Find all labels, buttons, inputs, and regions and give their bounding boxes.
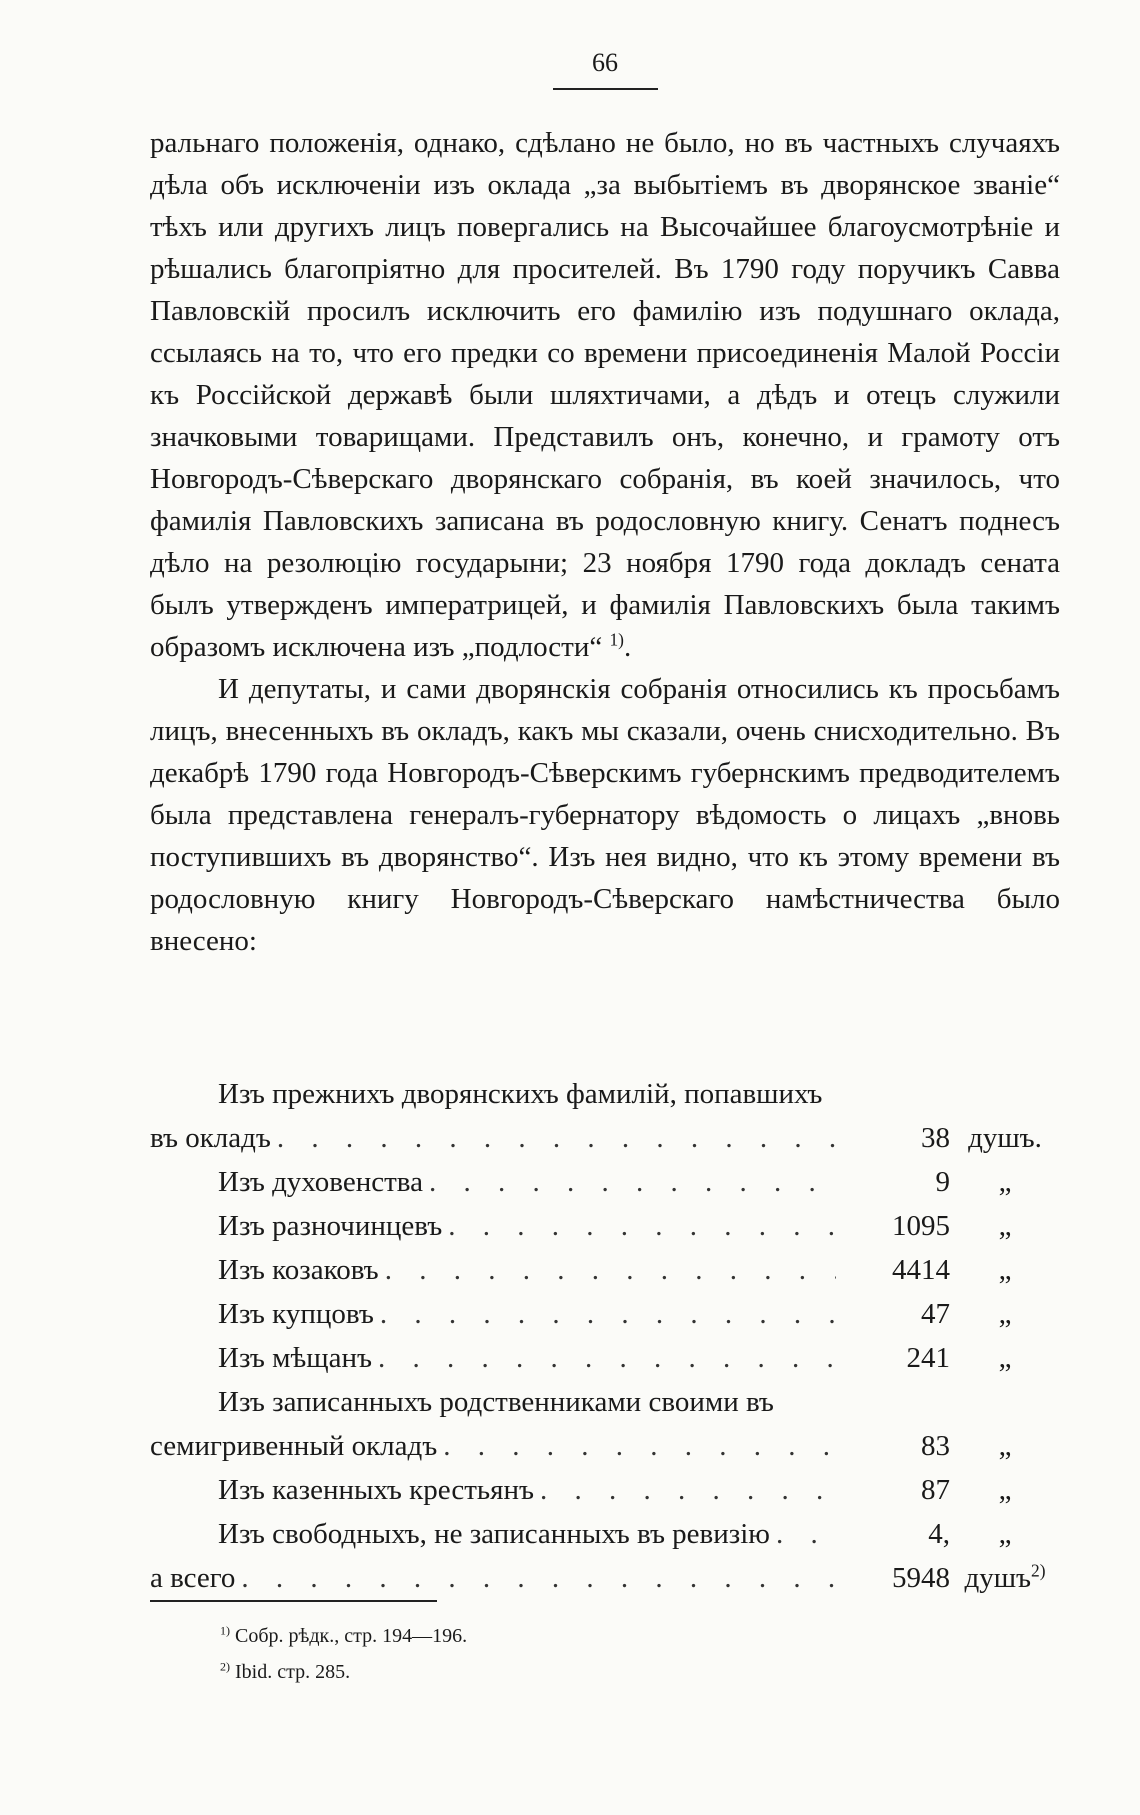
tally-label: Изъ свободныхъ, не записанныхъ въ ревизію bbox=[218, 1518, 770, 1550]
tally-row bbox=[150, 1468, 1060, 1512]
tally-unit: душъ. bbox=[968, 1122, 1042, 1154]
footnote-ref-1: 1) bbox=[609, 629, 624, 650]
footnote-text: Ibid. стр. 285. bbox=[235, 1661, 351, 1683]
tally-heading: Изъ прежнихъ дворянскихъ фамилій, попавшихъ bbox=[218, 1078, 823, 1110]
tally-row bbox=[150, 1424, 1060, 1468]
tally-row bbox=[150, 1512, 1060, 1556]
tally-heading: Изъ записанныхъ родственниками своими въ bbox=[218, 1386, 774, 1418]
footnote-ref-2: 2) bbox=[1031, 1560, 1046, 1581]
leader-dots bbox=[241, 1556, 836, 1600]
tally-row bbox=[150, 1336, 1060, 1380]
paragraph-2: И депутаты, и сами дворянскія собранія относились къ просьбамъ лицъ, внесенныхъ въ окладъ, какъ мы сказали, очень снисходительно. Въ декабрѣ 1790 года Новгородъ-Сѣверскимъ губернскимъ предводителемъ была представлена генералъ-губернатору вѣдомость о лицахъ „вновь поступившихъ въ дворянство“. Изъ нея видно, что къ этому времени въ родословную книгу Новгородъ-Сѣверскаго намѣстничества было внесено: bbox=[150, 673, 1060, 957]
tally-label: Изъ мѣщанъ bbox=[218, 1342, 372, 1374]
tally-row bbox=[150, 1116, 1060, 1160]
footnote-mark: 2) bbox=[220, 1659, 230, 1674]
tally-row bbox=[150, 1160, 1060, 1204]
tally-unit: „ bbox=[998, 1254, 1012, 1286]
tally-label: Изъ казенныхъ крестьянъ bbox=[218, 1474, 534, 1506]
tally-label: семигривенный окладъ bbox=[150, 1430, 438, 1462]
paragraph-1-end: . bbox=[623, 631, 632, 663]
leader-dots bbox=[448, 1204, 836, 1248]
page-number-rule bbox=[553, 88, 658, 90]
tally-total-unit: душъ bbox=[964, 1562, 1032, 1594]
tally-value: 4414 bbox=[892, 1254, 950, 1286]
leader-dots bbox=[378, 1336, 836, 1380]
tally-heading-row bbox=[150, 1380, 1060, 1424]
footnote-text: Собр. рѣдк., стр. 194—196. bbox=[235, 1625, 468, 1647]
tally-label: а всего bbox=[150, 1562, 236, 1594]
paragraph-1 bbox=[150, 122, 1060, 668]
leader-dots bbox=[385, 1248, 836, 1292]
tally-unit bbox=[950, 1556, 1060, 1600]
tally-unit: „ bbox=[998, 1342, 1012, 1374]
tally-value: 241 bbox=[906, 1342, 950, 1374]
tally-unit: „ bbox=[998, 1474, 1012, 1506]
tally-unit: „ bbox=[998, 1298, 1012, 1330]
tally-label: Изъ козаковъ bbox=[218, 1254, 379, 1286]
tally-row bbox=[150, 1292, 1060, 1336]
tally-value: 1095 bbox=[892, 1210, 950, 1242]
page-number: 66 bbox=[592, 48, 618, 77]
tally-list bbox=[150, 1072, 1060, 1600]
tally-total-row bbox=[150, 1556, 1060, 1600]
leader-dots bbox=[443, 1424, 836, 1468]
tally-value: 87 bbox=[921, 1474, 950, 1506]
tally-unit: „ bbox=[998, 1518, 1012, 1550]
tally-unit: „ bbox=[998, 1166, 1012, 1198]
tally-row bbox=[150, 1248, 1060, 1292]
tally-label: Изъ разночинцевъ bbox=[218, 1210, 443, 1242]
footnotes bbox=[220, 1618, 920, 1690]
paragraph-1-text: ральнаго положенія, однако, сдѣлано не было, но въ частныхъ случаяхъ дѣла объ исключеніи изъ оклада „за выбытіемъ въ дворянское званіе“ тѣхъ или другихъ лицъ повергались на Высочайшее благоусмотрѣніе и рѣшались благопріятно для просителей. Въ 1790 году поручикъ Савва Павловскій просилъ исключить его фамилію изъ подушнаго оклада, ссылаясь на то, что его предки со времени присоединенія Малой Россіи къ Россійской державѣ были шляхтичами, а дѣдъ и отецъ служили значковыми товарищами. Представилъ онъ, конечно, и грамоту отъ Новгородъ-Сѣверскаго дворянскаго собранія, въ коей значилось, что фамилія Павловскихъ записана въ родословную книгу. Сенатъ поднесъ дѣло на резолюцію государыни; 23 ноября 1790 года докладъ сената былъ утвержденъ императрицей, и фамилія Павловскихъ была такимъ образомъ исключена изъ „подлости“ bbox=[150, 127, 1060, 663]
leader-dots bbox=[429, 1160, 836, 1204]
tally-value: 9 bbox=[935, 1166, 950, 1198]
leader-dots bbox=[277, 1116, 836, 1160]
footnote-rule bbox=[150, 1600, 437, 1602]
footnote-2 bbox=[220, 1654, 920, 1690]
body-text bbox=[150, 122, 1060, 962]
tally-value: 47 bbox=[921, 1298, 950, 1330]
leader-dots bbox=[776, 1512, 836, 1556]
tally-value: 38 bbox=[921, 1122, 950, 1154]
tally-label: Изъ купцовъ bbox=[218, 1298, 374, 1330]
tally-value: 4, bbox=[928, 1518, 950, 1550]
tally-label: въ окладъ bbox=[150, 1122, 271, 1154]
tally-total-value: 5948 bbox=[892, 1562, 950, 1594]
tally-label: Изъ духовенства bbox=[218, 1166, 423, 1198]
leader-dots bbox=[380, 1292, 836, 1336]
tally-unit: „ bbox=[998, 1210, 1012, 1242]
tally-row bbox=[150, 1204, 1060, 1248]
footnote-mark: 1) bbox=[220, 1623, 230, 1638]
tally-heading-row bbox=[150, 1072, 1060, 1116]
tally-value: 83 bbox=[921, 1430, 950, 1462]
tally-unit: „ bbox=[998, 1430, 1012, 1462]
leader-dots bbox=[540, 1468, 836, 1512]
footnote-1 bbox=[220, 1618, 920, 1654]
